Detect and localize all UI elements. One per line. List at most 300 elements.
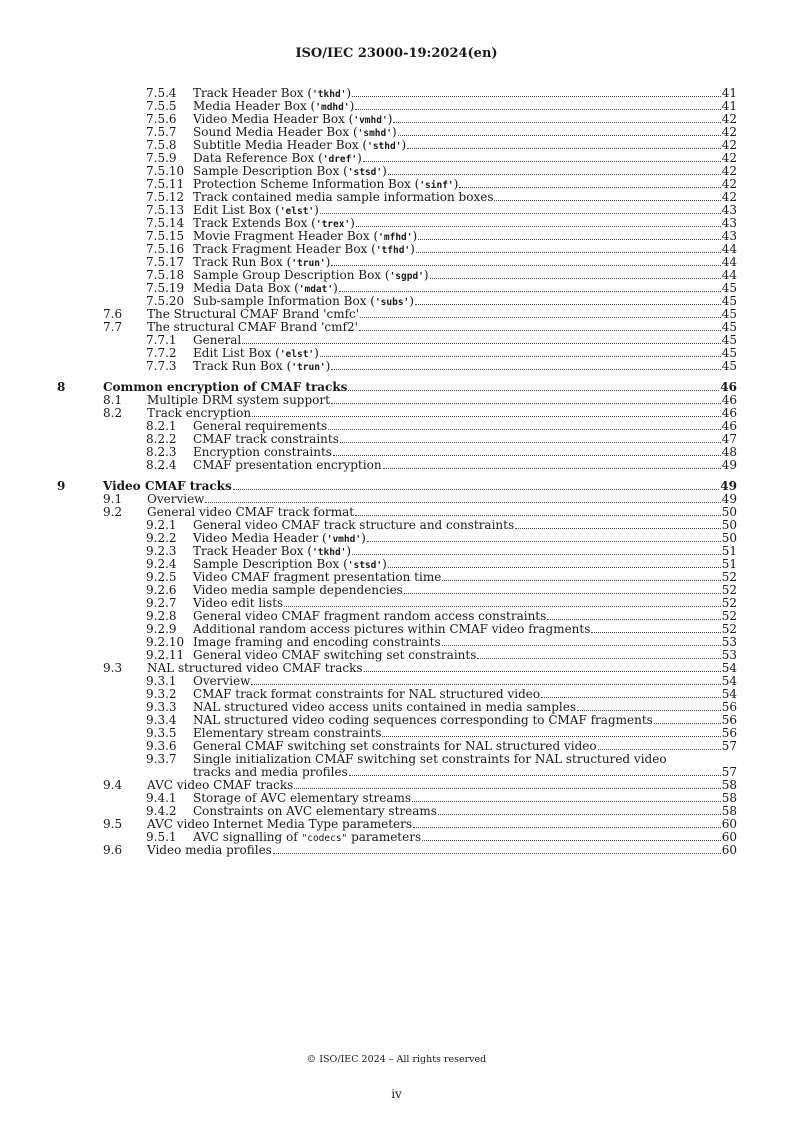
dot-leader — [415, 295, 721, 305]
dot-leader — [251, 675, 720, 685]
toc-entry-number: 7.5.11 — [146, 177, 185, 191]
toc-entry-title-text: CMAF track format constraints for NAL structured video — [193, 687, 541, 701]
dot-leader — [388, 165, 721, 175]
dot-leader — [284, 597, 721, 607]
toc-entry[interactable] — [0, 420, 793, 433]
toc-entry-number: 7.5.5 — [146, 99, 177, 113]
toc-entry-title-text: Video edit lists — [193, 596, 284, 610]
toc-entry[interactable] — [0, 243, 793, 256]
toc-entry-title-suffix: ) — [410, 242, 415, 256]
toc-entry-title-suffix: ) — [391, 125, 397, 139]
toc-entry-page: 50 — [721, 505, 737, 519]
toc-entry-page: 46 — [720, 380, 737, 394]
toc-entry-number: 7.5.17 — [146, 255, 185, 269]
toc-entry-number: 9.6 — [103, 843, 123, 857]
toc-entry-title-text: NAL structured video CMAF tracks — [147, 661, 363, 675]
dot-leader — [339, 282, 721, 292]
toc-entry-title-suffix: ) — [325, 359, 331, 373]
toc-entry-page: 42 — [721, 190, 737, 204]
toc-entry[interactable] — [0, 139, 793, 152]
toc-entry-number: 7.7 — [103, 320, 123, 334]
toc-entry-page: 52 — [721, 609, 737, 623]
toc-entry-page: 58 — [721, 791, 737, 805]
toc-entry-number: 9.2.4 — [146, 557, 177, 571]
toc-entry-title-suffix: ) — [361, 531, 366, 545]
toc-entry-title-text: Video CMAF tracks — [103, 479, 232, 493]
dot-leader — [459, 178, 720, 188]
dot-leader — [349, 766, 721, 776]
toc-entry-title — [147, 662, 363, 675]
toc-entry-page: 51 — [721, 557, 737, 571]
toc-entry-number: 9.2.6 — [146, 583, 177, 597]
toc-entry-title-text: Video CMAF fragment presentation time — [193, 570, 442, 584]
toc-entry-page: 56 — [721, 700, 737, 714]
toc-entry[interactable] — [0, 126, 793, 139]
toc-entry[interactable] — [0, 282, 793, 295]
toc-entry-page: 51 — [721, 544, 737, 558]
toc-entry-page: 45 — [721, 281, 737, 295]
dot-leader — [494, 191, 720, 201]
dot-leader — [382, 727, 720, 737]
box-type-code: 'vmhd' — [353, 115, 388, 126]
toc-entry-title-text: Video media profiles — [147, 843, 272, 857]
toc-entry-title-suffix: ) — [357, 151, 362, 165]
dot-leader — [654, 714, 721, 724]
box-type-code: 'subs' — [374, 297, 410, 308]
toc-entry-number: 9.3.3 — [146, 700, 177, 714]
toc-entry-title-row — [147, 844, 737, 857]
box-type-code: 'trun' — [291, 362, 326, 373]
toc-entry-number: 9.2.8 — [146, 609, 177, 623]
toc-entry-page: 44 — [721, 255, 737, 269]
toc-entry-title-text: General video CMAF fragment random access constraints — [193, 609, 547, 623]
dot-leader — [320, 347, 721, 357]
toc-entry-title-text: General video CMAF track structure and constraints — [193, 518, 515, 532]
toc-entry-title-suffix: ) — [387, 112, 393, 126]
toc-entry[interactable] — [0, 217, 793, 230]
toc-entry-number: 9.2.11 — [146, 648, 185, 662]
toc-entry-page: 52 — [721, 583, 737, 597]
table-of-contents — [0, 87, 793, 857]
dot-leader — [383, 459, 721, 469]
toc-entry-page: 50 — [721, 531, 737, 545]
toc-entry-title-text: NAL structured video access units contained in media samples — [193, 700, 576, 714]
dot-leader — [442, 636, 721, 646]
toc-entry-number: 9.2.2 — [146, 531, 177, 545]
toc-entry-title-text: Video Media Header Box ( — [193, 112, 354, 126]
toc-entry-number: 7.5.6 — [146, 112, 177, 126]
toc-entry-number: 7.7.2 — [146, 346, 177, 360]
dot-leader — [364, 662, 721, 672]
toc-entry-title — [193, 360, 330, 374]
toc-entry-number: 9.3.2 — [146, 687, 177, 701]
toc-entry-title-text: Movie Fragment Header Box ( — [193, 229, 379, 243]
toc-entry-title-text: Media Header Box ( — [193, 99, 316, 113]
toc-entry-page: 54 — [721, 674, 737, 688]
box-type-code: 'smhd' — [357, 128, 392, 139]
box-type-code: 'tkhd' — [312, 547, 347, 558]
box-type-code: 'elst' — [279, 206, 315, 217]
toc-entry[interactable] — [0, 256, 793, 269]
toc-entry-page: 43 — [721, 229, 737, 243]
toc-entry-page: 44 — [721, 268, 737, 282]
toc-entry-number: 9.1 — [103, 492, 123, 506]
toc-entry-number: 7.5.12 — [146, 190, 185, 204]
toc-entry-title — [147, 844, 272, 857]
toc-entry-page: 54 — [721, 687, 737, 701]
toc-entry-title-text: The structural CMAF Brand 'cmf2' — [147, 320, 358, 334]
toc-entry-page: 49 — [721, 492, 737, 506]
box-type-code: 'stsd' — [347, 560, 383, 571]
toc-entry-page: 42 — [721, 164, 737, 178]
box-type-code: 'elst' — [279, 349, 315, 360]
toc-entry-number: 8.1 — [103, 393, 123, 407]
box-type-code: 'mdhd' — [315, 102, 350, 113]
parameter-code: "codecs" — [301, 833, 348, 844]
toc-entry-title — [147, 321, 358, 334]
toc-entry-page: 45 — [721, 346, 737, 360]
toc-entry[interactable] — [0, 446, 793, 459]
toc-entry-title-text: Sound Media Header Box ( — [193, 125, 358, 139]
toc-entry[interactable] — [0, 545, 793, 558]
toc-entry-title-text: General video CMAF track format — [147, 505, 355, 519]
toc-entry-title-text: NAL structured video coding sequences corresponding to CMAF fragments — [193, 713, 653, 727]
toc-entry-number: 7.5.14 — [146, 216, 185, 230]
toc-entry-number: 9.2 — [103, 505, 123, 519]
box-type-code: 'trex' — [315, 219, 351, 230]
toc-entry-page: 60 — [721, 843, 737, 857]
dot-leader — [273, 844, 721, 854]
toc-entry-page: 58 — [721, 778, 737, 792]
toc-entry-page: 56 — [721, 713, 737, 727]
box-type-code: 'tkhd' — [312, 89, 347, 100]
dot-leader — [333, 446, 721, 456]
toc-entry-page: 43 — [721, 216, 737, 230]
toc-entry-title-suffix: ) — [346, 86, 352, 100]
toc-entry-title-suffix: ) — [314, 203, 319, 217]
box-type-code: 'sthd' — [367, 141, 402, 152]
dot-leader — [393, 113, 720, 123]
toc-entry-title-text: Data Reference Box ( — [193, 151, 323, 165]
dot-leader — [205, 493, 720, 503]
toc-entry-title-text: tracks and media profiles — [193, 765, 348, 779]
toc-entry-page: 50 — [721, 518, 737, 532]
toc-entry-number: 7.5.7 — [146, 125, 177, 139]
toc-entry-title-text: Subtitle Media Header Box ( — [193, 138, 368, 152]
toc-entry-number: 7.5.16 — [146, 242, 185, 256]
toc-entry[interactable] — [0, 152, 793, 165]
toc-entry-number: 7.5.18 — [146, 268, 185, 282]
toc-entry-title-text: General video CMAF switching set constraints — [193, 648, 477, 662]
dot-leader — [416, 243, 721, 253]
dot-leader — [413, 818, 721, 828]
toc-entry-title-text: Additional random access pictures within CMAF video fragments — [193, 622, 591, 636]
toc-entry-title-suffix: ) — [349, 99, 355, 113]
dot-leader — [348, 381, 719, 391]
toc-entry-title-text: General requirements — [193, 419, 328, 433]
box-type-code: 'vmhd' — [326, 534, 362, 545]
toc-entry-page: 54 — [721, 661, 737, 675]
dot-leader — [331, 360, 720, 370]
toc-entry[interactable] — [0, 100, 793, 113]
toc-entry-number: 7.5.9 — [146, 151, 177, 165]
toc-entry-number: 9.3.6 — [146, 739, 177, 753]
toc-entry-number: 7.5.19 — [146, 281, 185, 295]
toc-entry-title-text: Track encryption — [147, 406, 252, 420]
toc-entry-page: 45 — [721, 333, 737, 347]
toc-entry[interactable] — [0, 844, 793, 857]
dot-leader — [355, 506, 721, 516]
dot-leader — [363, 152, 721, 162]
toc-entry-number: 9.3.1 — [146, 674, 177, 688]
toc-entry-title-text: AVC video Internet Media Type parameters — [147, 817, 413, 831]
toc-entry-title-text: Sub-sample Information Box ( — [193, 294, 375, 308]
dot-leader — [430, 269, 721, 279]
toc-entry-title-text: Track contained media sample information boxes — [193, 190, 494, 204]
toc-entry-title-text: Storage of AVC elementary streams — [193, 791, 412, 805]
toc-entry-number: 9.2.1 — [146, 518, 177, 532]
dot-leader — [233, 480, 720, 490]
dot-leader — [438, 805, 721, 815]
toc-entry-page: 41 — [721, 99, 737, 113]
toc-entry-number: 8.2 — [103, 406, 123, 420]
toc-entry-number: 7.5.20 — [146, 294, 185, 308]
toc-entry[interactable] — [0, 204, 793, 217]
box-type-code: 'mdat' — [298, 284, 334, 295]
toc-entry-title-suffix: parameters — [347, 830, 422, 844]
toc-entry-page: 46 — [721, 406, 737, 420]
toc-entry-number: 8 — [57, 380, 66, 394]
dot-leader — [352, 545, 721, 555]
toc-entry-title-text: Sample Description Box ( — [193, 164, 348, 178]
toc-entry-title-text: Media Data Box ( — [193, 281, 299, 295]
box-type-code: 'sinf' — [419, 180, 454, 191]
page-number: iv — [391, 1087, 402, 1101]
dot-leader — [340, 433, 721, 443]
toc-entry-page: 52 — [721, 570, 737, 584]
toc-entry-title-row — [193, 831, 737, 845]
toc-entry[interactable] — [0, 230, 793, 243]
toc-entry-title-text: Video Media Header ( — [193, 531, 327, 545]
toc-entry-number: 7.7.1 — [146, 333, 177, 347]
toc-entry-title-text: Edit List Box ( — [193, 203, 280, 217]
toc-entry-number: 7.6 — [103, 307, 123, 321]
dot-leader — [541, 688, 721, 698]
toc-entry-title-suffix: ) — [314, 346, 319, 360]
toc-entry-number: 9.3.5 — [146, 726, 177, 740]
toc-entry[interactable] — [0, 87, 793, 100]
toc-entry-title-text: The Structural CMAF Brand 'cmfc' — [147, 307, 360, 321]
toc-entry-page: 47 — [721, 432, 737, 446]
dot-leader — [404, 584, 721, 594]
toc-entry[interactable] — [0, 532, 793, 545]
dot-leader — [355, 100, 720, 110]
toc-entry-title-suffix: ) — [350, 216, 355, 230]
toc-entry-number: 7.7.3 — [146, 359, 177, 373]
toc-entry-page: 56 — [721, 726, 737, 740]
toc-entry-number: 9.2.9 — [146, 622, 177, 636]
toc-entry-number: 9.3.7 — [146, 752, 177, 766]
dot-leader — [418, 230, 721, 240]
toc-entry-page: 45 — [721, 359, 737, 373]
toc-entry-title-text: Track Extends Box ( — [193, 216, 316, 230]
toc-entry-page: 45 — [721, 320, 737, 334]
toc-entry[interactable] — [0, 519, 793, 532]
toc-entry-title-text: Track Header Box ( — [193, 544, 313, 558]
toc-entry-title-text: CMAF presentation encryption — [193, 458, 382, 472]
toc-entry-page: 42 — [721, 138, 737, 152]
dot-leader — [412, 792, 721, 802]
toc-entry-page: 60 — [721, 830, 737, 844]
toc-entry[interactable] — [0, 321, 793, 334]
toc-entry-number: 8.2.1 — [146, 419, 177, 433]
toc-entry[interactable] — [0, 433, 793, 446]
toc-entry[interactable] — [0, 191, 793, 204]
toc-entry-title-text: Multiple DRM system support — [147, 393, 330, 407]
toc-entry-number: 7.5.13 — [146, 203, 185, 217]
toc-entry[interactable] — [0, 334, 793, 347]
toc-entry[interactable] — [0, 459, 793, 472]
toc-entry[interactable] — [0, 360, 793, 373]
dot-leader — [320, 204, 721, 214]
toc-entry-title-text: Sample Group Description Box ( — [193, 268, 390, 282]
box-type-code: 'stsd' — [347, 167, 383, 178]
toc-entry-title-suffix: ) — [382, 164, 387, 178]
toc-entry-number: 9.5.1 — [146, 830, 177, 844]
dot-leader — [591, 623, 720, 633]
toc-entry-page: 52 — [721, 622, 737, 636]
toc-entry-title-suffix: ) — [382, 557, 387, 571]
dot-leader — [598, 740, 721, 750]
toc-entry-number: 9.2.10 — [146, 635, 185, 649]
toc-entry-page: 46 — [721, 419, 737, 433]
toc-entry-number: 7.5.10 — [146, 164, 185, 178]
toc-entry-title-text: Elementary stream constraints — [193, 726, 382, 740]
toc-entry-number: 9 — [57, 479, 66, 493]
dot-leader — [577, 701, 721, 711]
box-type-code: 'trun' — [291, 258, 326, 269]
toc-entry-page: 60 — [721, 817, 737, 831]
toc-entry-title-text: Constraints on AVC elementary streams — [193, 804, 437, 818]
toc-entry-number: 7.5.8 — [146, 138, 177, 152]
box-type-code: 'tfhd' — [375, 245, 411, 256]
toc-entry-title-line1: Single initialization CMAF switching set constraints for NAL structured video — [193, 752, 667, 766]
document-header: ISO/IEC 23000-19:2024(en) — [295, 46, 498, 61]
dot-leader — [398, 126, 721, 136]
toc-entry-title-text: Edit List Box ( — [193, 346, 280, 360]
toc-entry[interactable] — [0, 662, 793, 675]
dot-leader — [359, 321, 721, 331]
dot-leader — [331, 394, 721, 404]
toc-entry-title-suffix: ) — [423, 268, 429, 282]
toc-entry-title-text: CMAF track constraints — [193, 432, 339, 446]
dot-leader — [442, 571, 720, 581]
toc-entry-title-row — [193, 360, 737, 374]
toc-entry-title-text: Overview — [193, 674, 251, 688]
toc-entry-page: 45 — [721, 307, 737, 321]
toc-entry-title-suffix: ) — [401, 138, 407, 152]
toc-entry-number: 7.5.15 — [146, 229, 185, 243]
toc-entry-title-text: General CMAF switching set constraints for NAL structured video — [193, 739, 597, 753]
toc-entry-page: 49 — [720, 479, 737, 493]
dot-leader — [422, 831, 721, 841]
toc-entry-number: 9.4.2 — [146, 804, 177, 818]
toc-entry[interactable] — [0, 347, 793, 360]
toc-entry-number: 9.2.7 — [146, 596, 177, 610]
dot-leader — [294, 779, 720, 789]
toc-entry-page: 52 — [721, 596, 737, 610]
toc-entry-page: 58 — [721, 804, 737, 818]
copyright-notice: © ISO/IEC 2024 – All rights reserved — [306, 1054, 487, 1065]
toc-entry-number: 9.4.1 — [146, 791, 177, 805]
toc-entry[interactable] — [0, 407, 793, 420]
toc-entry[interactable] — [0, 714, 793, 727]
toc-entry-page: 43 — [721, 203, 737, 217]
toc-entry-number: 8.2.4 — [146, 458, 177, 472]
toc-entry-page: 41 — [721, 86, 737, 100]
toc-entry-title-text: General — [193, 333, 242, 347]
dot-leader — [328, 420, 721, 430]
toc-entry-title-text: Encryption constraints — [193, 445, 332, 459]
toc-entry[interactable] — [0, 753, 793, 779]
dot-leader — [242, 334, 720, 344]
toc-entry-title-suffix: ) — [412, 229, 418, 243]
toc-entry-page: 42 — [721, 177, 737, 191]
dot-leader — [352, 87, 721, 97]
toc-entry-page: 44 — [721, 242, 737, 256]
dot-leader — [407, 139, 721, 149]
toc-entry-page: 42 — [721, 151, 737, 165]
dot-leader — [388, 558, 721, 568]
toc-entry-title-text: Track Run Box ( — [193, 255, 292, 269]
toc-entry-number: 9.5 — [103, 817, 123, 831]
toc-entry-page: 53 — [721, 635, 737, 649]
toc-entry-number: 9.3 — [103, 661, 123, 675]
toc-entry-page: 42 — [721, 125, 737, 139]
toc-entry-page: 46 — [721, 393, 737, 407]
box-type-code: 'mfhd' — [378, 232, 413, 243]
toc-entry-page: 45 — [721, 294, 737, 308]
toc-entry-number: 9.3.4 — [146, 713, 177, 727]
toc-entry-title-text: Track Run Box ( — [193, 359, 292, 373]
dot-leader — [547, 610, 720, 620]
dot-leader — [252, 407, 721, 417]
toc-entry-number: 8.2.2 — [146, 432, 177, 446]
dot-leader — [331, 256, 720, 266]
toc-entry-number: 9.4 — [103, 778, 123, 792]
toc-entry-title-text: Track Header Box ( — [193, 86, 313, 100]
dot-leader — [356, 217, 721, 227]
toc-entry-number: 9.2.5 — [146, 570, 177, 584]
toc-entry-page: 48 — [721, 445, 737, 459]
box-type-code: 'dref' — [322, 154, 358, 165]
toc-entry-title-text: Image framing and encoding constraints — [193, 635, 441, 649]
dot-leader — [360, 308, 721, 318]
box-type-code: 'sgpd' — [389, 271, 424, 282]
toc-entry-title-text: Protection Scheme Information Box ( — [193, 177, 420, 191]
toc-entry[interactable] — [0, 584, 793, 597]
dot-leader — [477, 649, 720, 659]
dot-leader — [367, 532, 721, 542]
toc-entry-title-row — [193, 459, 737, 472]
toc-entry-number: 8.2.3 — [146, 445, 177, 459]
toc-entry[interactable] — [0, 269, 793, 282]
toc-entry-title-suffix: ) — [325, 255, 331, 269]
toc-entry-page: 57 — [721, 765, 737, 779]
toc-entry-title-suffix: ) — [409, 294, 414, 308]
toc-entry-number: 7.5.4 — [146, 86, 177, 100]
toc-entry-page: 49 — [721, 458, 737, 472]
